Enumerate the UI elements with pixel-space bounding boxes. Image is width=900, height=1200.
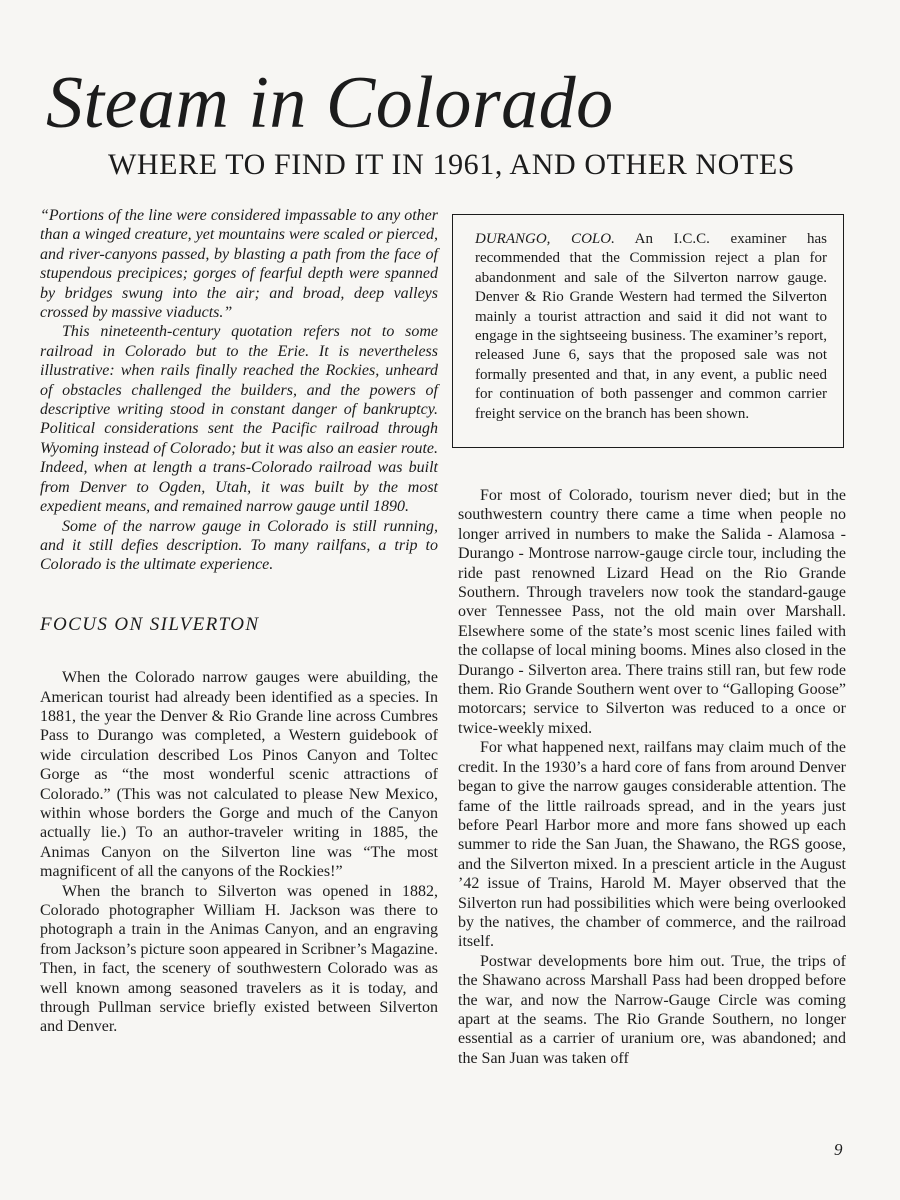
- news-box-text: [475, 230, 827, 424]
- intro-paragraph: “Portions of the line were considered impassable to any other than a winged creature, yet mountains were scaled or pierced, and river-canyons passed, by blasting a path from the face of stupendous precipices; gorges of fearful depth were spanned by bridges swung into the air; and broad, deep valleys crossed by massive viaducts.”: [40, 207, 438, 322]
- news-box: [452, 214, 844, 448]
- page-number: 9: [834, 1140, 843, 1159]
- body-paragraph: For what happened next, railfans may claim much of the credit. In the 1930’s a hard core of fans from around Denver began to give the narrow gauges considerable attention. The fame of the little railroads spread, and in the years just before Pearl Harbor more and more fans showed up each summer to ride the San Juan, the Shawano, the RGS goose, and the Silverton mixed. In a prescient article in the August ’42 issue of Trains, Harold M. Mayer observed that the Silverton run had possibilities which were being overlooked by the natives, the chamber of commerce, and the railroad itself.: [458, 739, 846, 951]
- body-paragraph: When the Colorado narrow gauges were abuilding, the American tourist had already been identified as a species. In 1881, the year the Denver & Rio Grande line across Cumbres Pass to Durango was completed, a Western guidebook of wide circulation described Los Pinos Canyon and Toltec Gorge as “the most wonderful scenic attractions of Colorado.” (This was not calculated to please New Mexico, within whose borders the Gorge and much of the Canyon actually lie.) To an author-traveler writing in 1885, the Animas Canyon on the Silverton line was “The most magnificent of all the canyons of the Rockies!”: [40, 669, 438, 881]
- body-paragraph: For most of Colorado, tourism never died; but in the southwestern country there came a time when people no longer arrived in numbers to make the Salida - Alamosa - Durango - Montrose narrow-gauge circle tour, including the ride past renowned Lizard Head on the Rio Grande Southern. Through travelers now took the standard-gauge over Tennessee Pass, not the old main over Marshall. Elsewhere some of the state’s most scenic lines failed with the collapse of local mining booms. Mines also closed in the Durango - Silverton area. There trains still ran, but few rode them. Rio Grande Southern went over to “Galloping Goose” motorcars; service to Silverton was reduced to a once or twice-weekly mixed.: [458, 487, 846, 737]
- intro-paragraph: This nineteenth-century quotation refers not to some railroad in Colorado but to the Erie. It is nevertheless illustrative: when rails finally reached the Rockies, unheard of obstacles challenged the builders, and the powers of descriptive writing stood in constant danger of bankruptcy. Political considerations sent the Pacific railroad through Wyoming instead of Colorado; but it was also an easier route. Indeed, when at length a trans-Colorado railroad was built from Denver to Ogden, Utah, it was built by the most expedient means, and remained narrow gauge until 1890.: [40, 323, 438, 516]
- article-subtitle: WHERE TO FIND IT IN 1961, AND OTHER NOTES: [108, 148, 796, 181]
- right-column: [458, 486, 846, 1068]
- news-body: An I.C.C. examiner has recommended that the Commission reject a plan for abandonment and sale of the Silverton narrow gauge. Denver & Rio Grande Western had termed the Silverton mainly a tourist attraction and said it did not want to engage in the sightseeing business. The examiner’s report, released June 6, says that the proposed sale was not formally presented and that, in any event, a public need for continuation of both passenger and common carrier freight service on the branch has been shown.: [475, 231, 827, 422]
- news-dateline: DURANGO, COLO.: [475, 231, 615, 247]
- left-column: [40, 206, 438, 1037]
- intro-quote: [40, 206, 438, 575]
- article-title: Steam in Colorado: [46, 62, 614, 144]
- intro-paragraph: Some of the narrow gauge in Colorado is still running, and it still defies description. To many railfans, a trip to Colorado is the ultimate experience.: [40, 517, 438, 574]
- body-paragraph: Postwar developments bore him out. True, the trips of the Shawano across Marshall Pass had been dropped before the war, and now the Narrow-Gauge Circle was coming apart at the seams. The Rio Grande Southern, no longer essential as a carrier of uranium ore, was abandoned; and the San Juan was taken off: [458, 952, 846, 1067]
- body-paragraph: When the branch to Silverton was opened in 1882, Colorado photographer William H. Jackson was there to photograph a train in the Animas Canyon, and an engraving from Jackson’s picture soon appeared in Scribner’s Magazine. Then, in fact, the scenery of southwestern Colorado was as well known among seasoned travelers as it is today, and through Pullman service briefly existed between Silverton and Denver.: [40, 882, 438, 1036]
- section-heading: FOCUS ON SILVERTON: [40, 613, 260, 635]
